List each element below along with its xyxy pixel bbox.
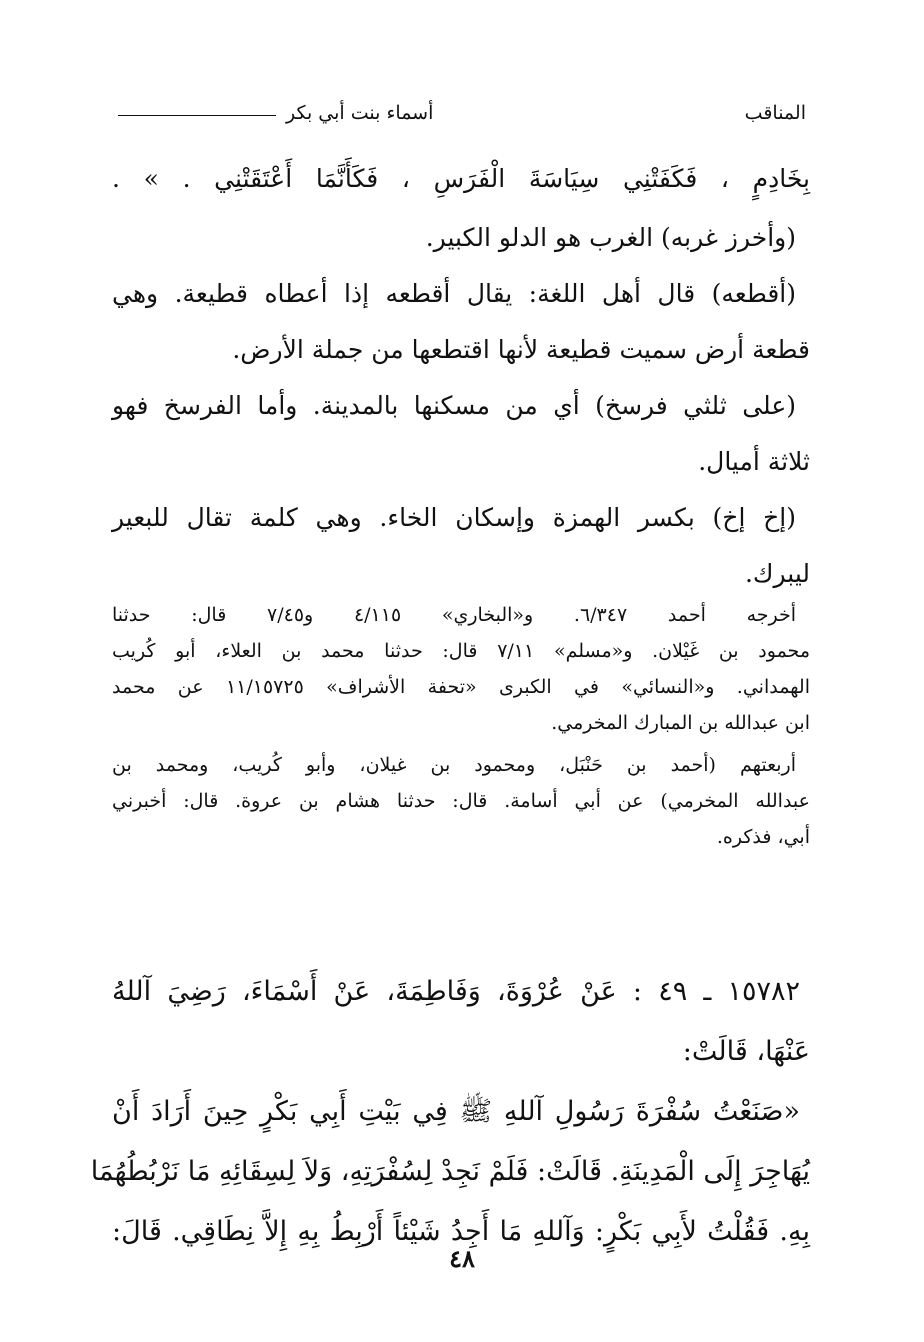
text-line: (إخ إخ) بكسر الهمزة وإسكان الخاء. وهي كلمة تقال للبعير	[112, 503, 796, 532]
page-number: ٤٨	[449, 1244, 475, 1273]
hadith-text	[90, 962, 810, 1262]
section-title: المناقب	[744, 102, 806, 124]
footnote-line: أبي، فذكره.	[716, 826, 810, 848]
running-header-left	[118, 102, 433, 124]
hadith-line: «صَنَعْتُ سُفْرَةَ رَسُولِ آللهِ ﷺ فِي بَيْتِ أَبِي بَكْرٍ حِينَ أَرَادَ أَنْ	[112, 1096, 801, 1127]
header-rule	[118, 115, 276, 116]
text-line: بِخَادِمٍ ، فَكَفَتْنِي سِيَاسَةَ الْفَرَسِ ، فَكَأَنَّمَا أَعْتَقَتْنِي . » .	[112, 164, 810, 193]
text-line: ليبرك.	[744, 559, 810, 588]
footnote-line: أخرجه أحمد ٦/٣٤٧. و«البخاري» ٤/١١٥ و٧/٤٥ قال: حدثنا	[112, 604, 797, 626]
footnote-line: عبدالله المخرمي) عن أبي أسامة. قال: حدثنا هشام بن عروة. قال: أخبرني	[112, 790, 810, 812]
hadith-line: يُهَاجِرَ إِلَى الْمَدِينَةِ. قَالَتْ: فَلَمْ نَجِدْ لِسُفْرَتِهِ، وَلاَ لِسِقَائِهِ مَا نَرْبُطُهُمَا	[90, 1156, 810, 1187]
takhrij-footnote	[112, 597, 810, 855]
commentary-text	[112, 148, 810, 602]
running-header	[118, 96, 806, 130]
footnote-line: الهمداني. و«النسائي» في الكبرى «تحفة الأشراف» ١١/١٥٧٢٥ عن محمد	[112, 676, 811, 698]
footnote-line: ابن عبدالله بن المبارك المخرمي.	[551, 712, 810, 734]
text-line: (على ثلثي فرسخ) أي من مسكنها بالمدينة. وأما الفرسخ فهو	[112, 391, 796, 420]
text-line: قطعة أرض سميت قطيعة لأنها اقتطعها من جملة الأرض.	[232, 335, 810, 364]
chapter-title: أسماء بنت أبي بكر	[286, 102, 434, 124]
text-line: (أقطعه) قال أهل اللغة: يقال أقطعه إذا أعطاه قطيعة. وهي	[112, 279, 796, 308]
text-line: ثلاثة أميال.	[698, 447, 810, 476]
hadith-line: ١٥٧٨٢ ـ ٤٩ : عَنْ عُرْوَةَ، وَفَاطِمَةَ، عَنْ أَسْمَاءَ، رَضِيَ آللهُ	[112, 976, 801, 1007]
footnote-line: أربعتهم (أحمد بن حَنْبَل، ومحمود بن غيلان، وأبو كُريب، ومحمد بن	[112, 754, 796, 776]
footnote-line: محمود بن غَيْلان. و«مسلم» ٧/١١ قال: حدثنا محمد بن العلاء، أبو كُريب	[112, 640, 810, 662]
hadith-line: بِهِ. فَقُلْتُ لأَبِي بَكْرٍ: وَآللهِ مَا أَجِدُ شَيْئاً أَرْبِطُ بِهِ إِلاَّ نِطَاقِي. قَالَ:	[112, 1216, 810, 1247]
text-line: (وأخرز غربه) الغرب هو الدلو الكبير.	[425, 223, 796, 252]
running-header-right	[745, 102, 806, 124]
hadith-line: عَنْهَا، قَالَتْ:	[682, 1036, 810, 1067]
